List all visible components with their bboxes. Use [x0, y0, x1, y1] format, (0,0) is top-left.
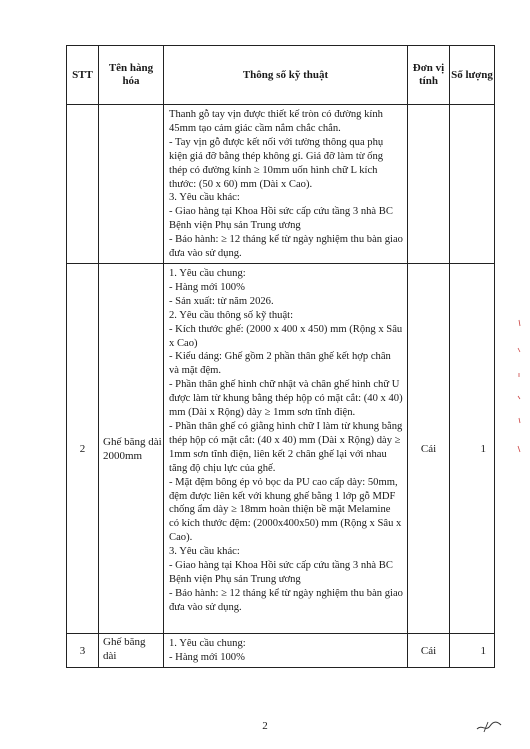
header-unit: Đơn vị tính: [408, 46, 450, 105]
spec-line: 1. Yêu cầu chung:: [169, 268, 246, 279]
spec-line: - Hàng mới 100%: [169, 651, 245, 663]
cell-spec: [164, 105, 408, 264]
header-stt: STT: [67, 46, 99, 105]
spec-line: - Hàng mới 100%: [169, 281, 245, 293]
table-row: [67, 264, 495, 634]
header-name: Tên hàng hóa: [99, 46, 164, 105]
spec-line: - Phần thân ghế có giằng hình chữ I làm từ khung bằng thép hộp có mặt cắt: (40 x 40) mm (Dài x Rộng) dày ≥ 1mm sơn tĩnh điện, liên kết 2 chân ghế lại với nhau tăng độ chịu lực của ghế.: [169, 420, 403, 474]
spec-line: 3. Yêu cầu khác:: [169, 192, 240, 204]
header-spec: Thông số kỹ thuật: [164, 46, 408, 105]
spec-line: 1. Yêu cầu chung:: [169, 638, 246, 649]
cell-unit: Cái: [408, 264, 450, 634]
cell-unit: [408, 105, 450, 264]
spec-line: - Tay vịn gỗ được kết nối với tường thông qua phụ kiện giá đỡ bằng thép không gỉ. Giá đỡ làm từ ống thép có đường kính ≥ 10mm uốn hình chữ L kích thước: (50 x 60) mm (Dài x Cao).: [169, 136, 384, 190]
header-qty: Số lượng: [450, 46, 495, 105]
cell-spec: [164, 634, 408, 668]
cell-qty: 1: [450, 264, 495, 634]
spec-line: - Mặt đệm bông ép vỏ bọc da PU cao cấp dày: 50mm, đệm được liên kết với khung ghế bằng 1 lớp gỗ MDF chống ẩm dày ≥ 18mm hoàn thiện bề mặt Melamine có kích thước đệm: (2000x400x50) mm (Rộng x Sâu x Cao).: [169, 476, 402, 544]
cell-spec: [164, 264, 408, 634]
table-row: [67, 105, 495, 264]
cell-stt: 2: [67, 264, 99, 634]
cell-qty: [450, 105, 495, 264]
spec-line: - Giao hàng tại Khoa Hồi sức cấp cứu tầng 3 nhà BC Bệnh viện Phụ sản Trung ương: [169, 560, 393, 585]
page-number: 2: [262, 720, 268, 732]
spec-line: Thanh gỗ tay vịn được thiết kế tròn có đường kính 45mm tạo cảm giác cầm nắm chắc chắn.: [169, 109, 383, 134]
table-header-row: [67, 46, 495, 105]
spec-line: - Bảo hành: ≥ 12 tháng kể từ ngày nghiệm thu bàn giao đưa vào sử dụng.: [169, 587, 403, 613]
spec-line: - Bảo hành: ≥ 12 tháng kể từ ngày nghiệm thu bàn giao đưa vào sử dụng.: [169, 234, 403, 260]
spec-line: 2. Yêu cầu thông số kỹ thuật:: [169, 309, 294, 321]
spec-line: - Phần thân ghế hình chữ nhật và chân ghế hình chữ U được làm từ khung bằng thép hộp có mặt cắt: (40 x 40) mm (Dài x Rộng) dày ≥ 1mm sơn tĩnh điện.: [169, 379, 403, 419]
cell-stt: [67, 105, 99, 264]
cell-qty: 1: [450, 634, 495, 668]
cell-name: Ghế băng dài: [99, 634, 164, 668]
cell-name: [99, 105, 164, 264]
spec-line: - Kiểu dáng: Ghế gồm 2 phần thân ghế kết hợp chân và mặt đệm.: [169, 351, 391, 377]
spec-line: - Kích thước ghế: (2000 x 400 x 450) mm (Rộng x Sâu x Cao): [169, 323, 403, 349]
table-row: [67, 634, 495, 668]
spec-line: - Sản xuất: từ năm 2026.: [169, 295, 274, 307]
margin-scribble-mark: [514, 318, 524, 458]
signature-mark: [474, 716, 504, 736]
cell-name: Ghế băng dài 2000mm: [99, 264, 164, 634]
cell-unit: Cái: [408, 634, 450, 668]
spec-line: 3. Yêu cầu khác:: [169, 546, 240, 558]
cell-stt: 3: [67, 634, 99, 668]
spec-line: - Giao hàng tại Khoa Hồi sức cấp cứu tầng 3 nhà BC Bệnh viện Phụ sản Trung ương: [169, 206, 393, 232]
spec-table: [66, 45, 495, 668]
